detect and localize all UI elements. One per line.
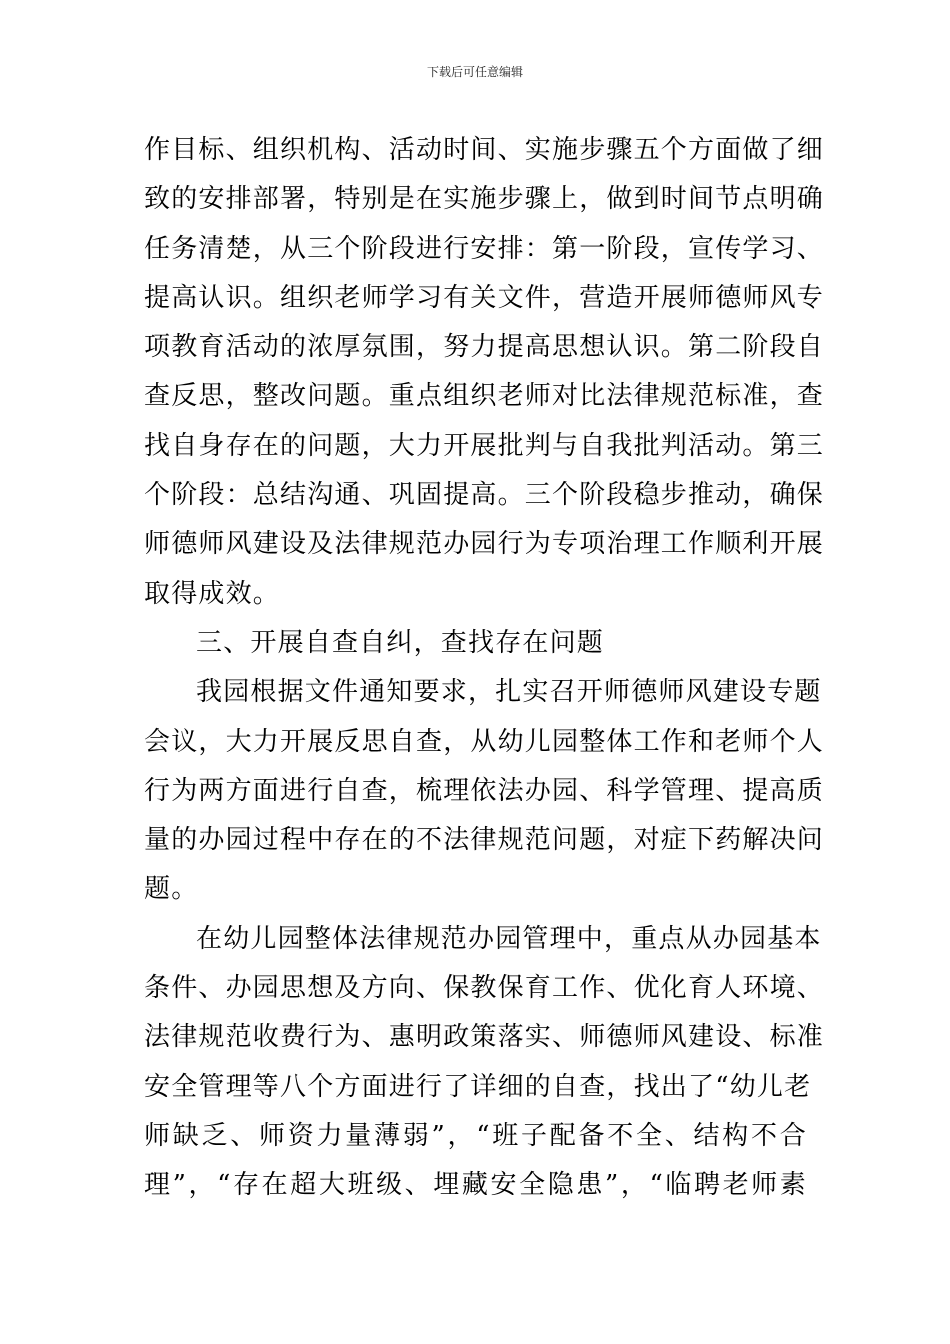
- text-line: 任务清楚，从三个阶段进行安排：第一阶段，宣传学习、: [144, 233, 825, 264]
- text-line: 条件、办园思想及方向、保教保育工作、优化育人环境、: [144, 973, 825, 1004]
- text-line: 行为两方面进行自查，梳理依法办园、科学管理、提高质: [144, 775, 825, 806]
- text-line: 理”，“存在超大班级、埋藏安全隐患”，“临聘老师素: [144, 1170, 807, 1201]
- page-header: 下载后可任意编辑: [426, 65, 523, 79]
- text-line: 安全管理等八个方面进行了详细的自查，找出了“幼儿老: [144, 1071, 812, 1102]
- text-line: 致的安排部署，特别是在实施步骤上，做到时间节点明确: [144, 184, 825, 215]
- text-line: 找自身存在的问题，大力开展批判与自我批判活动。第三: [144, 430, 825, 461]
- text-line: 在幼儿园整体法律规范办园管理中，重点从办园基本: [196, 923, 822, 954]
- text-line: 项教育活动的浓厚氛围，努力提高思想认识。第二阶段自: [144, 332, 825, 363]
- text-line: 三、开展自查自纠，查找存在问题: [196, 627, 605, 658]
- text-line: 师缺乏、师资力量薄弱”，“班子配备不全、结构不合: [144, 1120, 807, 1151]
- text-line: 作目标、组织机构、活动时间、实施步骤五个方面做了细: [144, 135, 825, 165]
- text-line: 题。: [144, 874, 199, 905]
- text-line: 个阶段：总结沟通、巩固提高。三个阶段稳步推动，确保: [144, 480, 825, 511]
- text-line: 师德师风建设及法律规范办园行为专项治理工作顺利开展: [144, 529, 825, 560]
- text-line: 我园根据文件通知要求，扎实召开师德师风建设专题: [196, 677, 822, 708]
- text-line: 量的办园过程中存在的不法律规范问题，对症下药解决问: [144, 825, 825, 856]
- text-line: 查反思，整改问题。重点组织老师对比法律规范标准，查: [144, 381, 825, 412]
- text-line: 取得成效。: [144, 578, 281, 609]
- text-line: 法律规范收费行为、惠明政策落实、师德师风建设、标准: [144, 1022, 825, 1053]
- text-line: 会议，大力开展反思自查，从幼儿园整体工作和老师个人: [144, 726, 825, 757]
- document-body: [144, 126, 825, 1211]
- text-line: 提高认识。组织老师学习有关文件，营造开展师德师风专: [144, 282, 825, 313]
